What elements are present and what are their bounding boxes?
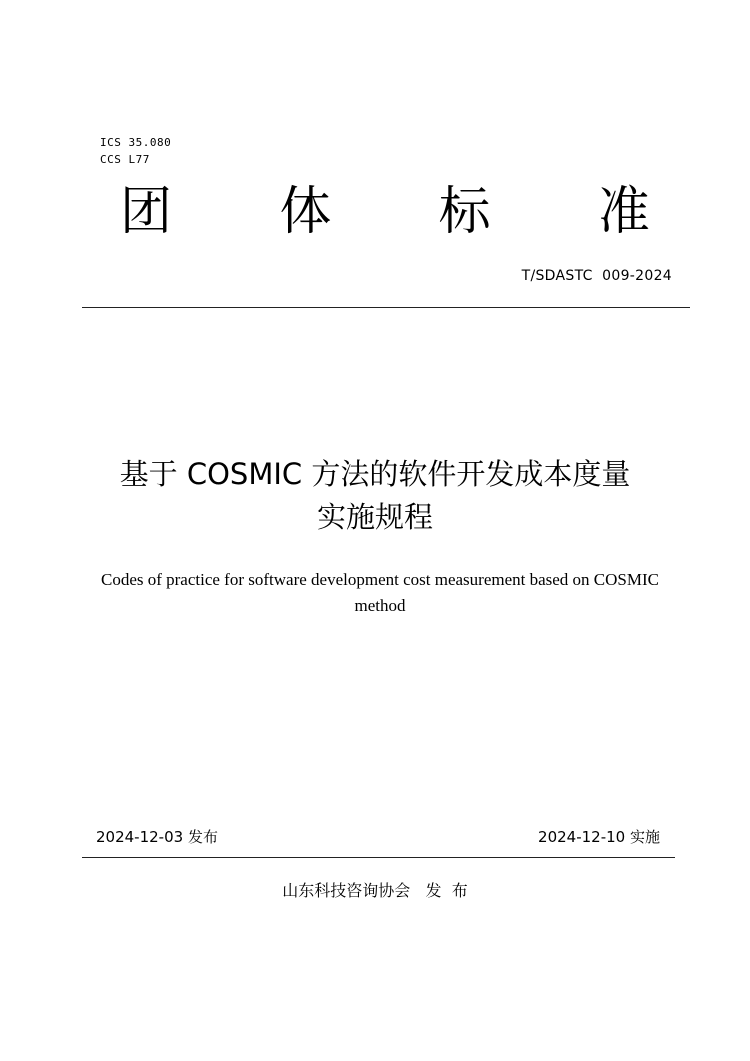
chinese-title-line-2: 实施规程 bbox=[316, 500, 433, 534]
top-divider bbox=[82, 307, 690, 308]
english-title-line-2: method bbox=[354, 596, 406, 615]
ics-code: ICS 35.080 bbox=[100, 136, 172, 149]
publish-date: 2024-12-03 发布 bbox=[96, 828, 218, 846]
heading-char-4: 准 bbox=[597, 182, 650, 242]
heading-char-1: 团 bbox=[120, 182, 173, 242]
heading-char-2: 体 bbox=[279, 182, 332, 242]
chinese-title-line-1: 基于 COSMIC 方法的软件开发成本度量 bbox=[119, 457, 631, 491]
heading-char-3: 标 bbox=[438, 182, 491, 242]
ccs-code: CCS L77 bbox=[100, 153, 150, 166]
standard-number: T/SDASTC 009-2024 bbox=[521, 268, 672, 284]
implement-date: 2024-12-10 实施 bbox=[538, 828, 660, 846]
bottom-divider bbox=[82, 857, 675, 858]
english-title-line-1: Codes of practice for software development cost measurement based on COSMIC bbox=[100, 570, 659, 589]
issuing-organization: 山东科技咨询协会 发 布 bbox=[282, 881, 468, 900]
document-type-heading bbox=[120, 180, 650, 244]
